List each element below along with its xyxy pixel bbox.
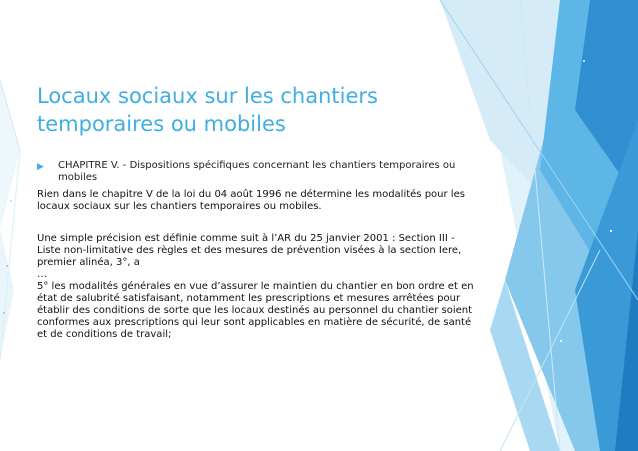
paragraph-item-5: 5° les modalités générales en vue d’assurer le maintien du chantier en bon ordre et en état de salubrité satisfaisant, notamment les prescriptions et mesures arrêtées pour établir des conditions de sorte que les locaux destinés au personnel du chantier soient conformes aux prescriptions qui leur sont applicables en matière de sécurité, de santé et de conditions de travail; [37, 281, 474, 340]
slide-title: Locaux sociaux sur les chantiers temporaires ou mobiles [37, 84, 378, 136]
bullet-text: CHAPITRE V. - Dispositions spécifiques concernant les chantiers temporaires ou mobiles [58, 160, 456, 183]
paragraph-ellipsis: … [37, 269, 47, 280]
paragraph-intro: Rien dans le chapitre V de la loi du 04 août 1996 ne détermine les modalités pour les locaux sociaux sur les chantiers temporaires ou mobiles. [37, 189, 465, 212]
bullet-item [37, 160, 477, 184]
paragraph-precision: Une simple précision est définie comme suit à l’AR du 25 janvier 2001 : Section III - Liste non-limitative des règles et des mesures de prévention visées à la section Iere, premier alinéa, 3°, a [37, 233, 462, 268]
triangle-bullet-icon: ▶ [37, 162, 44, 172]
slide-body [37, 189, 477, 341]
